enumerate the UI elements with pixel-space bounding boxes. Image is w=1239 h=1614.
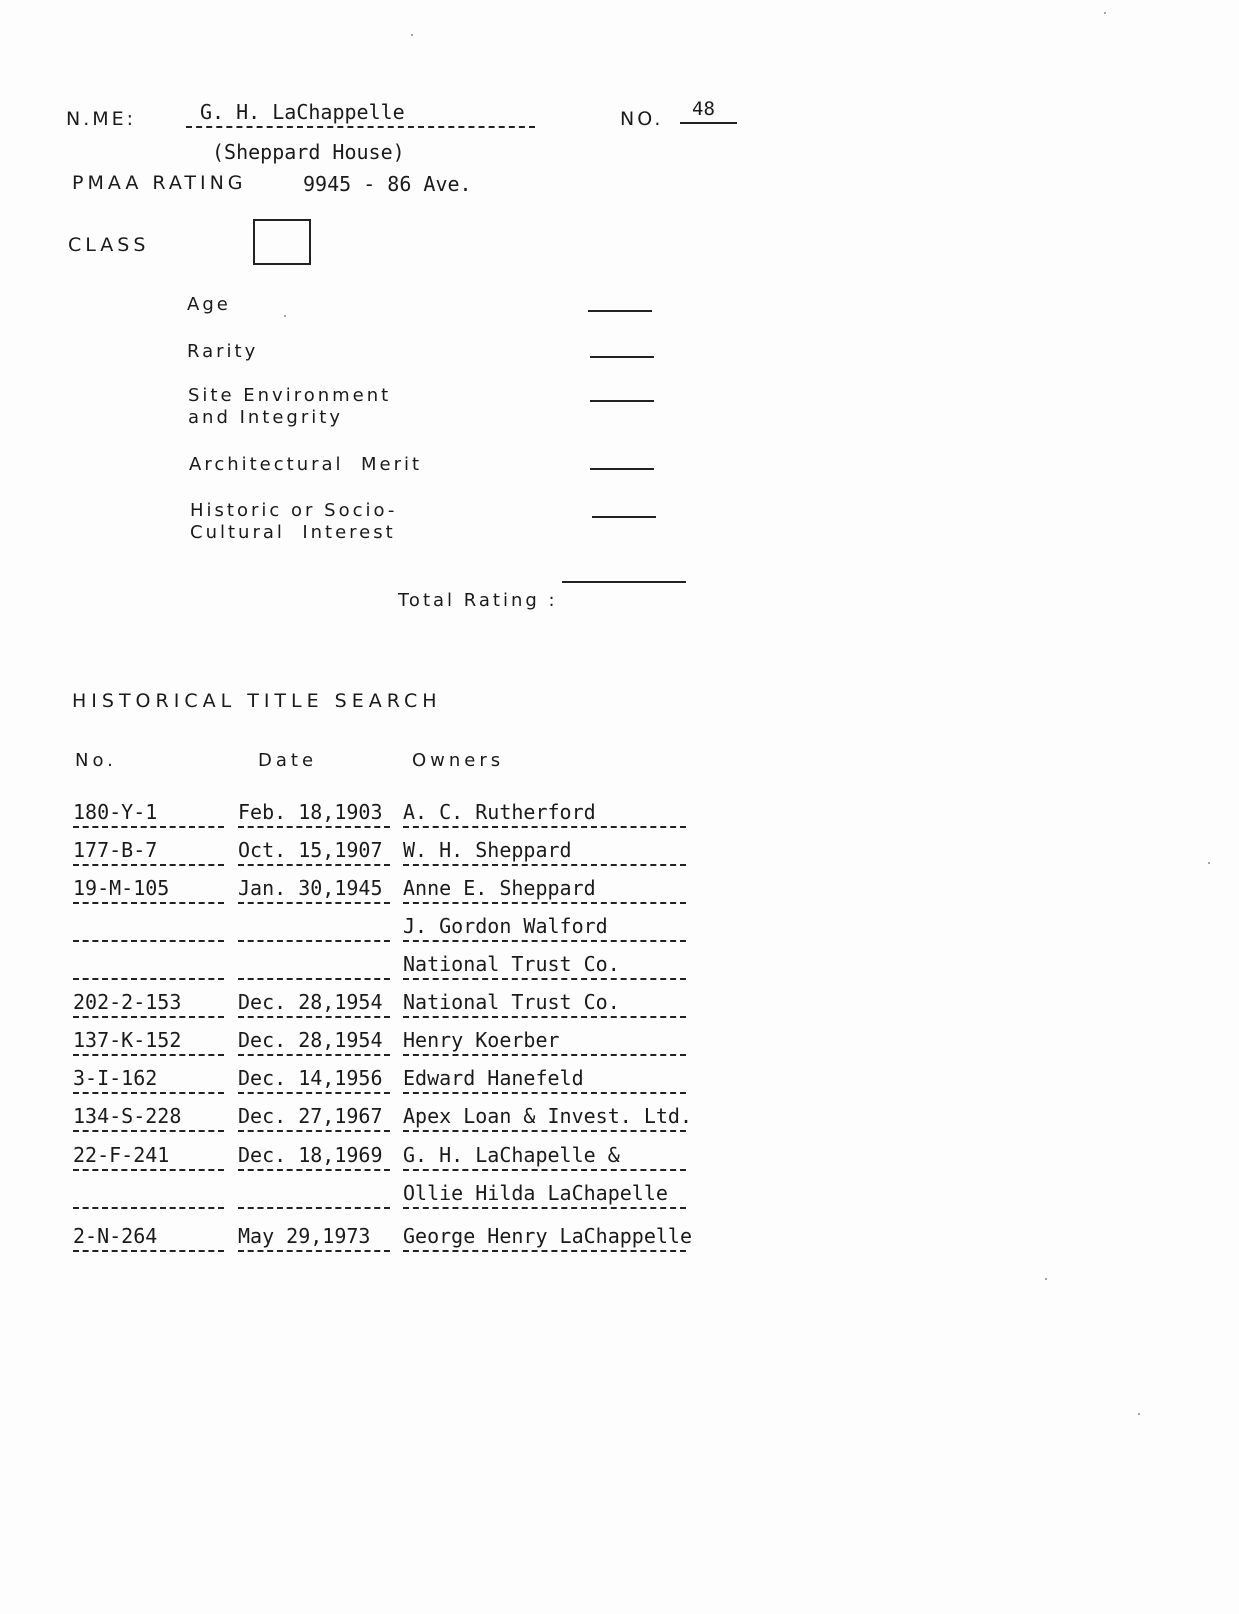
row-date: Dec. 27,1967 [238, 1104, 390, 1132]
name-label: N.ME: [66, 108, 137, 130]
address: 9945 - 86 Ave. [303, 172, 472, 196]
name-value: G. H. LaChappelle [186, 100, 535, 128]
row-no [73, 914, 224, 942]
row-no: 202-2-153 [73, 990, 224, 1018]
row-owner: Edward Hanefeld [403, 1066, 686, 1094]
number-value: 48 [680, 98, 737, 124]
row-date: May 29,1973 [238, 1224, 390, 1252]
row-date: Dec. 14,1956 [238, 1066, 390, 1094]
row-owner: J. Gordon Walford [403, 914, 686, 942]
row-owner: W. H. Sheppard [403, 838, 686, 866]
criterion-site-environment: Site Environment and Integrity [188, 385, 392, 428]
criterion-historic-interest: Historic or Socio- Cultural Interest [190, 500, 398, 543]
row-no: 134-S-228 [73, 1104, 224, 1132]
row-date: Oct. 15,1907 [238, 838, 390, 866]
row-owner: Ollie Hilda LaChapelle [403, 1181, 686, 1209]
row-owner: George Henry LaChappelle [403, 1224, 686, 1252]
row-owner: A. C. Rutherford [403, 800, 686, 828]
row-date: Dec. 28,1954 [238, 1028, 390, 1056]
criterion-age-line [588, 310, 652, 312]
row-no: 180-Y-1 [73, 800, 224, 828]
building-subtitle: (Sheppard House) [212, 140, 405, 164]
criterion-rarity-line [590, 356, 654, 358]
criterion-site-environment-line [590, 400, 654, 402]
row-no [73, 1181, 224, 1209]
row-date: Feb. 18,1903 [238, 800, 390, 828]
row-owner: Henry Koerber [403, 1028, 686, 1056]
class-label: CLASS [68, 234, 150, 256]
criterion-age: Age [187, 294, 231, 315]
column-header-owners: Owners [412, 750, 505, 771]
row-owner: Apex Loan & Invest. Ltd. [403, 1104, 686, 1132]
pmaa-rating-label: PMAA RATING [72, 172, 247, 194]
row-no [73, 952, 224, 980]
number-label: NO. [620, 108, 664, 130]
column-header-date: Date [258, 750, 318, 771]
scan-speck [1104, 12, 1106, 14]
row-no: 137-K-152 [73, 1028, 224, 1056]
row-date [238, 914, 390, 942]
scan-speck [1045, 1278, 1047, 1280]
total-rating-line [562, 581, 686, 583]
row-no: 2-N-264 [73, 1224, 224, 1252]
row-owner: National Trust Co. [403, 990, 686, 1018]
criterion-architectural-merit: Architectural Merit [189, 454, 423, 475]
scan-speck [1138, 1413, 1140, 1415]
row-date: Dec. 28,1954 [238, 990, 390, 1018]
title-search-heading: HISTORICAL TITLE SEARCH [72, 690, 442, 712]
scan-speck [411, 34, 413, 36]
row-date: Jan. 30,1945 [238, 876, 390, 904]
class-box [253, 219, 311, 265]
row-no: 19-M-105 [73, 876, 224, 904]
scan-speck [284, 315, 286, 317]
row-date [238, 1181, 390, 1209]
row-no: 3-I-162 [73, 1066, 224, 1094]
criterion-rarity: Rarity [187, 341, 259, 362]
column-header-no: No. [75, 750, 117, 771]
total-rating-label: Total Rating : [398, 590, 558, 611]
criterion-architectural-merit-line [590, 468, 654, 470]
criterion-historic-interest-line [592, 516, 656, 518]
row-date: Dec. 18,1969 [238, 1143, 390, 1171]
scan-speck [1208, 862, 1210, 864]
row-owner: National Trust Co. [403, 952, 686, 980]
row-no: 22-F-241 [73, 1143, 224, 1171]
row-owner: Anne E. Sheppard [403, 876, 686, 904]
row-no: 177-B-7 [73, 838, 224, 866]
row-owner: G. H. LaChapelle & [403, 1143, 686, 1171]
row-date [238, 952, 390, 980]
